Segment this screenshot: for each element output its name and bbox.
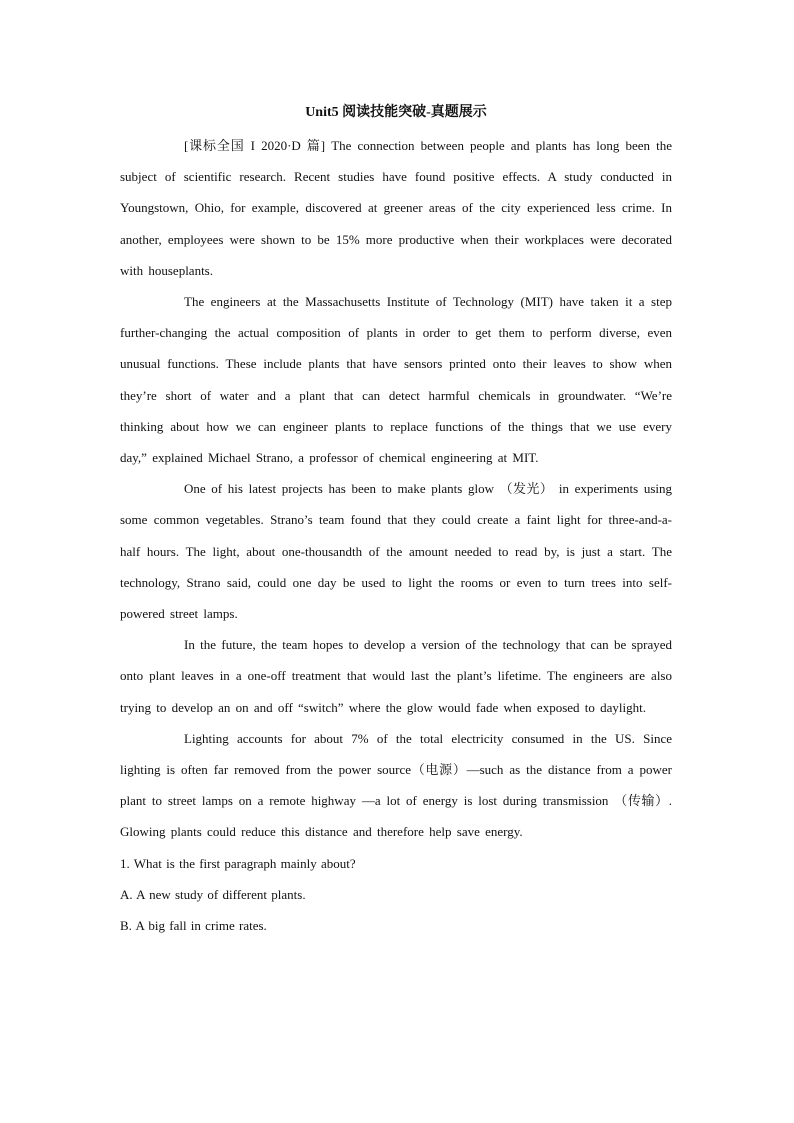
paragraph-5: Lighting accounts for about 7% of the total electricity consumed in the US. Since lighting is often far removed from the power source（电源）—such as the distance from a power plant to street lamps on a remote highway —a lot of energy is lost during transmission （传输）. Glowing plants could reduce this distance and therefore help save energy.: [120, 730, 672, 840]
paragraph-4: In the future, the team hopes to develop a version of the technology that can be sprayed onto plant leaves in a one-off treatment that would last the plant’s lifetime. The engineers are also trying to develop an on and off “switch” where the glow would fade when exposed to daylight.: [120, 637, 672, 715]
page-title: Unit5 阅读技能突破-真题展示: [305, 105, 487, 120]
paragraph-3: One of his latest projects has been to make plants glow （发光） in experiments using some common vegetables. Strano’s team found that they could create a faint light for three-and-a-half hours. The light, about one-thousandth of the amount needed to read by, is just a start. The technology, Strano said, could one day be used to light the rooms or even to turn trees into self-powered street lamps.: [120, 481, 672, 622]
paragraph-2: The engineers at the Massachusetts Institute of Technology (MIT) have taken it a step further-changing the actual composition of plants in order to get them to perform diverse, even unusual functions. These include plants that have sensors printed onto their leaves to show when they’re short of water and a plant that can detect harmful chemicals in groundwater. “We’re thinking about how we can engineer plants to replace functions of the things that we use every day,” explained Michael Strano, a professor of chemical engineering at MIT.: [120, 294, 672, 466]
option-a: A. A new study of different plants.: [120, 886, 306, 902]
question-1: 1. What is the first paragraph mainly about?: [120, 855, 356, 871]
option-b: B. A big fall in crime rates.: [120, 918, 267, 934]
paragraph-1: [课标全国 I 2020·D 篇] The connection between people and plants has long been the subject of scientific research. Recent studies have found positive effects. A study conducted in Youngstown, Ohio, for example, discovered at greener areas of the city experienced less crime. In another, employees were shown to be 15% more productive when their workplaces were decorated with houseplants.: [120, 138, 672, 278]
document-content: [120, 99, 672, 941]
